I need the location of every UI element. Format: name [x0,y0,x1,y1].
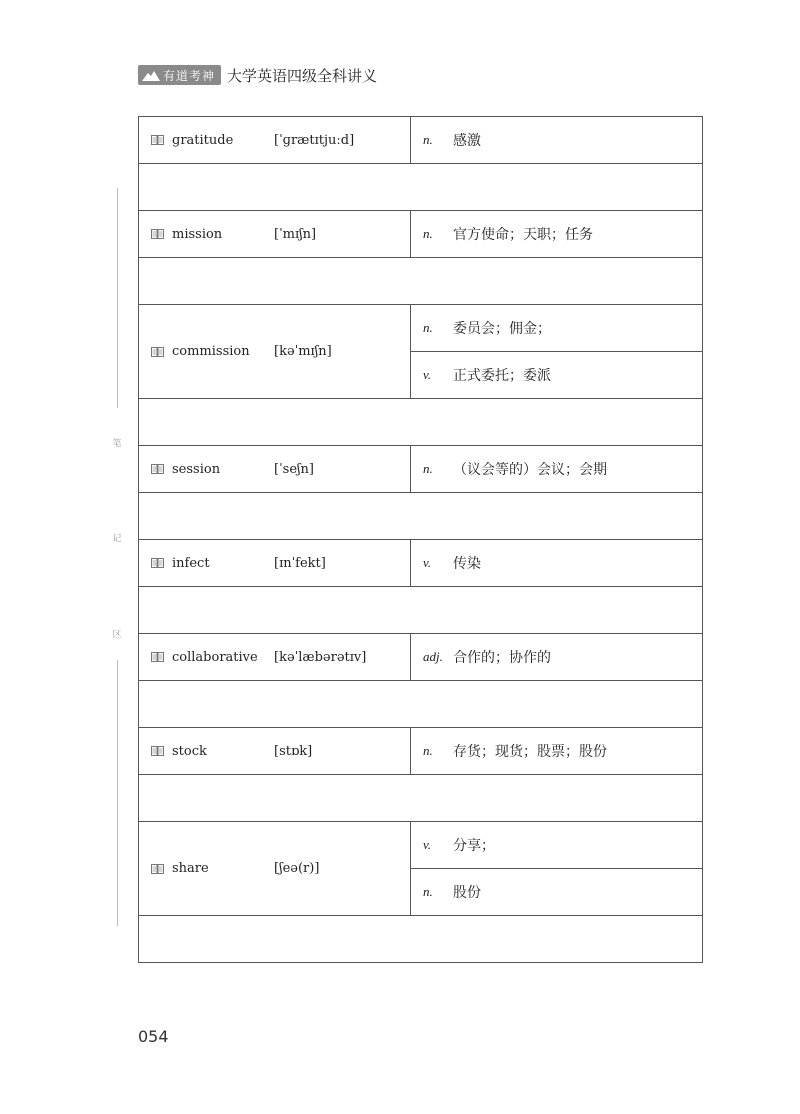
book-icon [151,652,164,662]
note-row [139,916,703,963]
part-of-speech: v. [423,367,432,382]
vocab-word: collaborative [172,649,258,665]
note-row [139,258,703,305]
document-title: 大学英语四级全科讲义 [227,66,378,85]
note-row [139,493,703,540]
brand-logo [138,65,221,85]
vocab-row [139,117,703,164]
word-cell [139,728,411,775]
vocab-phonetic: [ˈmɪʃn] [274,226,317,242]
mountain-icon [142,69,160,81]
meaning: 正式委托；委派 [453,368,551,384]
vocab-word: gratitude [172,132,234,148]
vocab-row [139,211,703,258]
definition-cell [411,869,703,916]
word-cell [139,211,411,258]
definition-cell [411,211,703,258]
word-cell [139,634,411,681]
vocab-row [139,634,703,681]
part-of-speech: adj. [423,649,443,664]
vocab-row [139,728,703,775]
note-row [139,587,703,634]
meaning: 合作的；协作的 [453,650,551,666]
meaning: （议会等的）会议；会期 [453,462,607,478]
meaning: 存货；现货；股票；股份 [453,744,607,760]
definition-cell [411,305,703,352]
vocab-word: share [172,861,209,876]
vocab-word: stock [172,743,207,759]
book-icon [151,135,164,145]
definition-cell [411,822,703,869]
definition-cell [411,728,703,775]
definition-cell [411,634,703,681]
meaning: 官方使命；天职；任务 [453,227,593,243]
vocab-phonetic: [ˈseʃn] [274,461,314,477]
meaning: 感激 [453,133,481,149]
note-space [139,916,703,963]
note-row [139,164,703,211]
note-row [139,681,703,728]
meaning: 传染 [453,556,481,572]
vocab-phonetic: [kəˈmɪʃn] [274,344,332,359]
vocab-row [139,540,703,587]
note-row [139,775,703,822]
vocab-word: mission [172,226,223,242]
notes-label-char-2: 记 [112,534,122,544]
part-of-speech: n. [423,461,433,476]
part-of-speech: n. [423,320,433,335]
vocab-phonetic: [ʃeə(r)] [274,861,320,876]
definition-cell [411,352,703,399]
definition-cell [411,540,703,587]
book-icon [151,464,164,474]
meaning: 股份 [453,885,481,901]
word-cell [139,117,411,164]
word-cell [139,446,411,493]
book-icon [151,229,164,239]
notes-margin-line-top [117,188,118,408]
note-space [139,399,703,446]
note-space [139,493,703,540]
vocab-word: commission [172,344,250,359]
part-of-speech: n. [423,226,433,241]
part-of-speech: n. [423,132,433,147]
part-of-speech: n. [423,743,433,758]
definition-cell [411,446,703,493]
word-cell [139,540,411,587]
definition-cell [411,117,703,164]
vocab-phonetic: [ˈɡrætɪtjuːd] [274,132,355,148]
meaning: 委员会；佣金； [453,321,551,337]
page-header [138,64,377,86]
meaning: 分享； [453,838,495,854]
notes-label-char-1: 笔 [112,439,122,449]
notes-margin-line-bottom [117,660,118,926]
note-space [139,164,703,211]
brand-name: 有道考神 [163,68,216,83]
vocab-word: infect [172,555,210,571]
vocab-word: session [172,461,221,477]
word-cell [139,305,411,399]
vocab-row [139,446,703,493]
book-icon [151,558,164,568]
vocab-row [139,305,703,352]
part-of-speech: v. [423,837,432,852]
page-number: 054 [138,1027,169,1046]
note-row [139,399,703,446]
vocab-phonetic: [stɒk] [274,743,313,759]
note-space [139,775,703,822]
book-icon [151,347,164,357]
note-space [139,681,703,728]
book-icon [151,864,164,874]
part-of-speech: v. [423,555,432,570]
word-cell [139,822,411,916]
note-space [139,587,703,634]
vocab-row [139,822,703,869]
notes-label-char-3: 区 [112,630,122,640]
vocab-phonetic: [ɪnˈfekt] [274,555,326,571]
book-icon [151,746,164,756]
vocab-phonetic: [kəˈlæbərətɪv] [274,649,367,665]
vocabulary-table [138,116,703,963]
note-space [139,258,703,305]
part-of-speech: n. [423,884,433,899]
